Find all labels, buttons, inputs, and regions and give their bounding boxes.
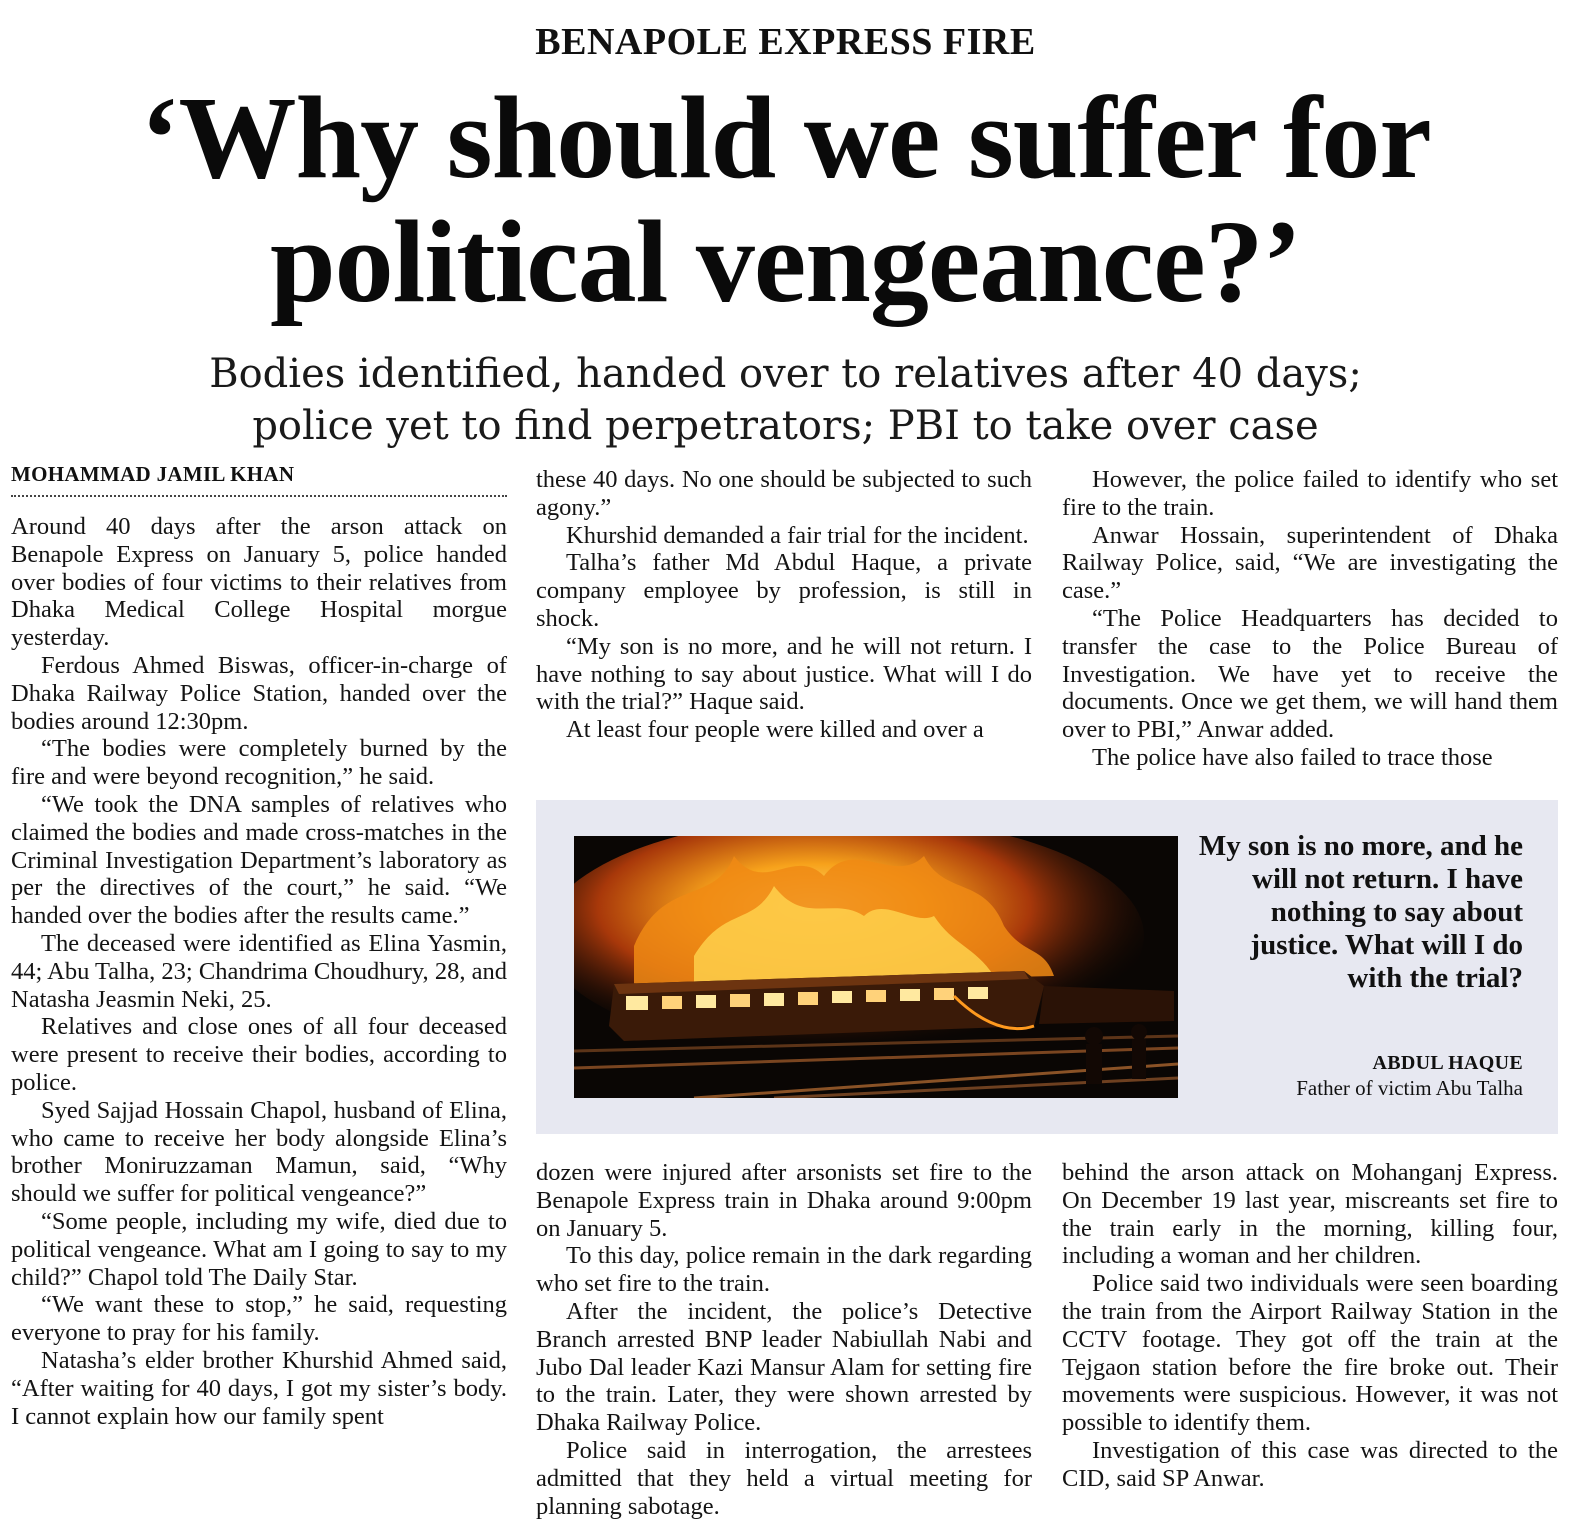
paragraph: these 40 days. No one should be subjected to such agony.” [536,466,1032,521]
byline: MOHAMMAD JAMIL KHAN [11,462,507,497]
burning-train-photo [574,836,1178,1098]
deck-line-1: Bodies identified, handed over to relatives after 40 days; [209,351,1362,397]
paragraph: behind the arson attack on Mohanganj Express. On December 19 last year, miscreants set fire to the train early in the morning, killing four, including a woman and her children. [1062,1159,1558,1270]
paragraph: The deceased were identified as Elina Yasmin, 44; Abu Talha, 23; Chandrima Choudhury, 28, and Natasha Jeasmin Neki, 25. [11,929,507,1013]
paragraph: “We took the DNA samples of relatives who claimed the bodies and made cross-matches in the Criminal Investigation Department’s laboratory as per the directives of the court,” he said. “We handed over the bodies after the results came.” [11,790,507,930]
paragraph: To this day, police remain in the dark regarding who set fire to the train. [536,1242,1032,1298]
pull-quote-role: Father of victim Abu Talha [1296,1076,1523,1100]
paragraph: dozen were injured after arsonists set fire to the Benapole Express train in Dhaka around 9:00pm on January 5. [536,1159,1032,1242]
paragraph: Natasha’s elder brother Khurshid Ahmed said, “After waiting for 40 days, I got my sister’s body. I cannot explain how our family spent [11,1346,507,1430]
paragraph: “We want these to stop,” he said, requesting everyone to pray for his family. [11,1291,507,1347]
paragraph: However, the police failed to identify who set fire to the train. [1062,466,1558,521]
paragraph: Ferdous Ahmed Biswas, officer-in-charge of Dhaka Railway Police Station, handed over the bodies around 12:30pm. [11,651,507,735]
paragraph: Around 40 days after the arson attack on Benapole Express on January 5, police handed over bodies of four victims to their relatives from Dhaka Medical College Hospital morgue yesterday. [11,513,507,652]
paragraph: “The bodies were completely burned by the fire and were beyond recognition,” he said. [11,735,507,791]
kicker: BENAPOLE EXPRESS FIRE [535,21,1036,63]
headline-line-2: political vengeance?’ [270,196,1301,327]
burning-train-icon [574,836,1178,1098]
paragraph: Anwar Hossain, superintendent of Dhaka Railway Police, said, “We are investigating the case.” [1062,521,1558,605]
paragraph: At least four people were killed and over a [566,716,984,744]
deck-line-2: police yet to find perpetrators; PBI to take over case [252,403,1319,449]
column-2-bottom [536,1159,1032,1520]
pull-quote: My son is no more, and he will not return. I have nothing to say about justice. What will I do with the trial? [1198,830,1523,994]
pull-quote-name: ABDUL HAQUE [1372,1052,1523,1074]
paragraph: Investigation of this case was directed to the CID, said SP Anwar. [1062,1436,1558,1492]
paragraph: The police have also failed to trace those [1092,743,1493,771]
paragraph: “The Police Headquarters has decided to transfer the case to the Police Bureau of Investigation. We have yet to receive the documents. Once we get them, we will hand them over to PBI,” Anwar added. [1062,604,1558,744]
paragraph: After the incident, the police’s Detective Branch arrested BNP leader Nabiullah Nabi and Jubo Dal leader Kazi Mansur Alam for setting fire to the train. Later, they were shown arrested by Dhaka Railway Police. [536,1297,1032,1437]
column-3-top [1062,466,1558,772]
headline [20,72,1551,327]
paragraph: “My son is no more, and he will not return. I have nothing to say about justice. What will I do with the trial?” Haque said. [536,632,1032,716]
paragraph: Police said in interrogation, the arrestees admitted that they held a virtual meeting for planning sabotage. [536,1436,1032,1520]
column-1 [11,513,507,1430]
photo-quote-box [536,800,1558,1134]
headline-line-1: ‘Why should we suffer for [140,72,1431,203]
paragraph: Police said two individuals were seen boarding the train from the Airport Railway Station in the CCTV footage. They got off the train at the Tejgaon station before the fire broke out. Their movements were suspicious. However, it was not possible to identify them. [1062,1270,1558,1437]
column-2-top [536,466,1032,744]
paragraph: Relatives and close ones of all four deceased were present to receive their bodies, according to police. [11,1013,507,1096]
paragraph: “Some people, including my wife, died due to political vengeance. What am I going to say to my child?” Chapol told The Daily Star. [11,1207,507,1291]
paragraph: Talha’s father Md Abdul Haque, a private company employee by profession, is still in shock. [536,549,1032,632]
deck [0,348,1571,452]
paragraph: Khurshid demanded a fair trial for the incident. [566,521,1029,549]
column-3-bottom [1062,1159,1558,1493]
paragraph: Syed Sajjad Hossain Chapol, husband of Elina, who came to receive her body alongside Elina’s brother Moniruzzaman Mamun, said, “Why should we suffer for political vengeance?” [11,1096,507,1208]
